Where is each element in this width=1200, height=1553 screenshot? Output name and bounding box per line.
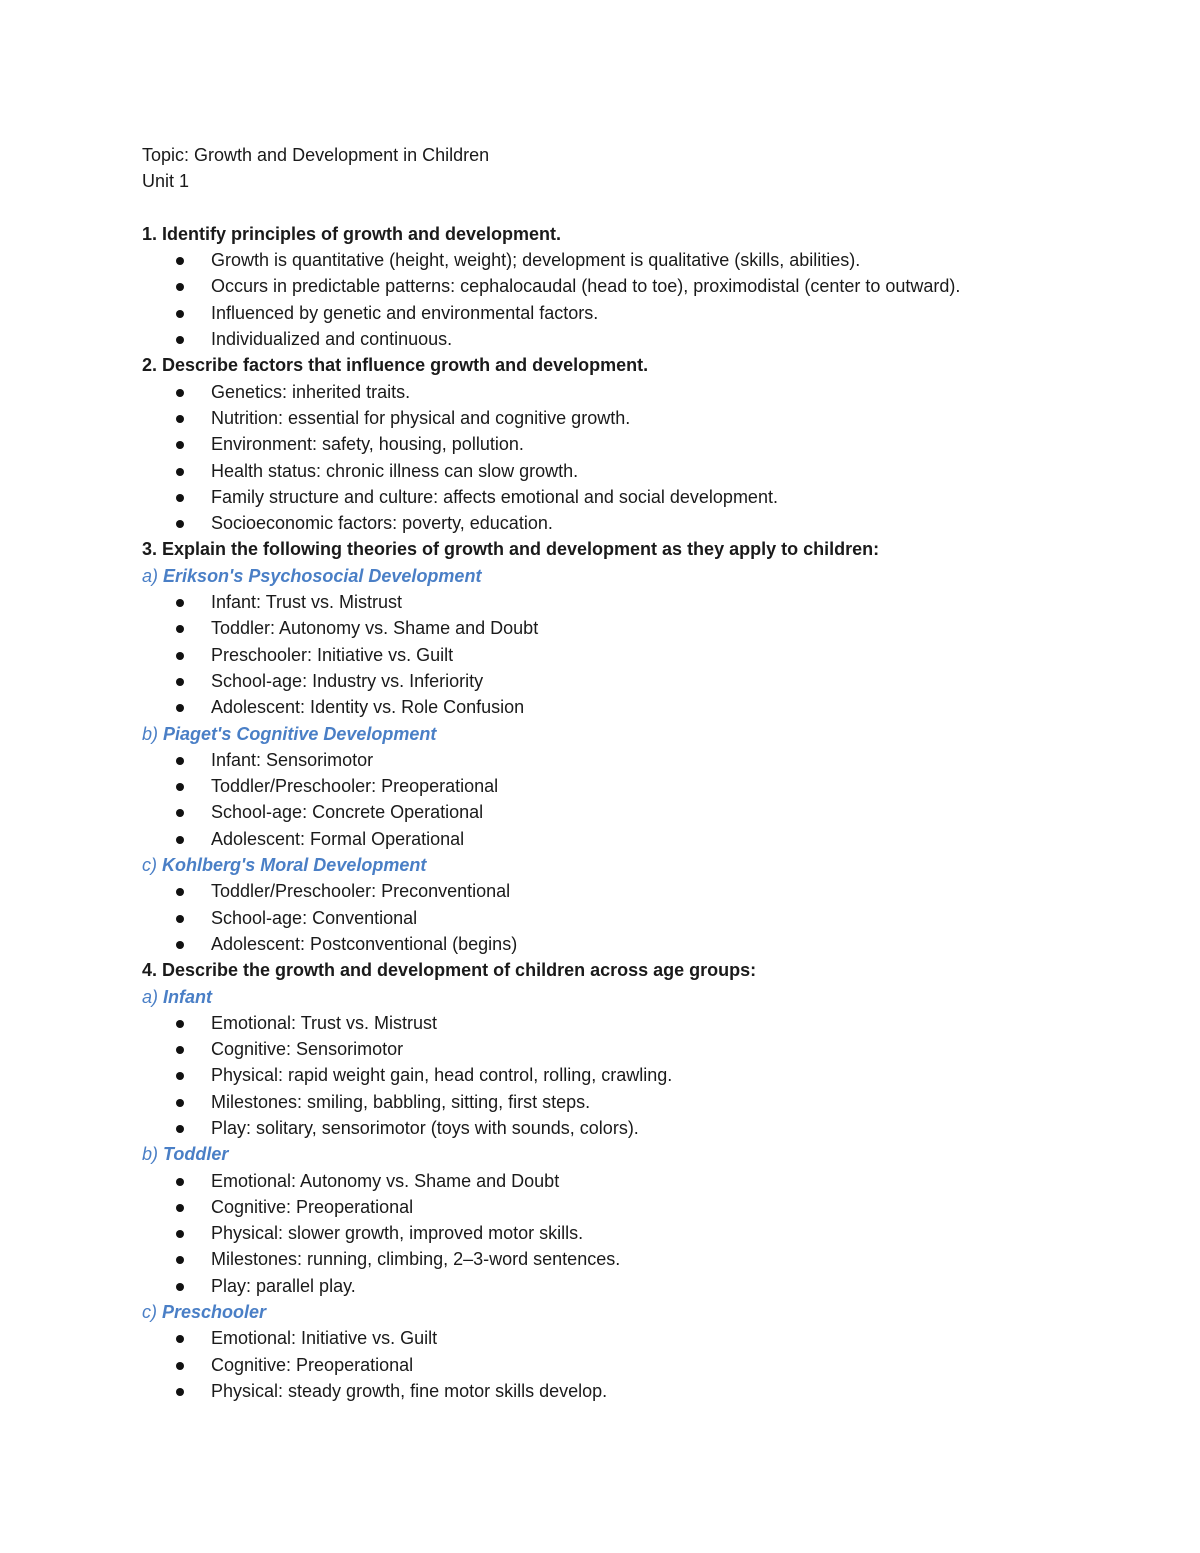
subsection-heading — [142, 1299, 1102, 1325]
subsection-heading — [142, 984, 1102, 1010]
bullet-item: Emotional: Initiative vs. Guilt — [142, 1325, 1102, 1351]
bullet-item: Cognitive: Preoperational — [142, 1352, 1102, 1378]
subsection-prefix: b) — [142, 723, 159, 744]
subsection-label: Erikson's Psychosocial Development — [163, 565, 482, 586]
bullet-item: Play: solitary, sensorimotor (toys with sounds, colors). — [142, 1115, 1102, 1141]
bullet-item: Socioeconomic factors: poverty, education. — [142, 510, 1102, 536]
subsection-prefix: a) — [142, 986, 159, 1007]
bullet-item: Infant: Sensorimotor — [142, 747, 1102, 773]
subsection-label: Toddler — [163, 1144, 229, 1165]
bullet-item: Adolescent: Postconventional (begins) — [142, 931, 1102, 957]
subsection-heading — [142, 852, 1102, 878]
document-page — [142, 142, 1102, 1404]
bullet-item: Milestones: smiling, babbling, sitting, first steps. — [142, 1089, 1102, 1115]
sections-container — [142, 221, 1102, 1404]
bullet-item: Adolescent: Identity vs. Role Confusion — [142, 694, 1102, 720]
bullet-item: Physical: rapid weight gain, head control, rolling, crawling. — [142, 1062, 1102, 1088]
bullet-item: Individualized and continuous. — [142, 326, 1102, 352]
subsection-prefix: a) — [142, 565, 159, 586]
bullet-list — [142, 589, 1102, 720]
subsection-prefix: c) — [142, 855, 157, 876]
bullet-list — [142, 878, 1102, 957]
bullet-item: School-age: Industry vs. Inferiority — [142, 668, 1102, 694]
bullet-item: Growth is quantitative (height, weight); development is qualitative (skills, abilities). — [142, 247, 1102, 273]
bullet-item: Toddler/Preschooler: Preoperational — [142, 773, 1102, 799]
bullet-item: Toddler/Preschooler: Preconventional — [142, 878, 1102, 904]
subsection-heading — [142, 1141, 1102, 1167]
subsection-label: Preschooler — [162, 1302, 267, 1323]
bullet-item: Adolescent: Formal Operational — [142, 826, 1102, 852]
bullet-item: Cognitive: Sensorimotor — [142, 1036, 1102, 1062]
bullet-item: Emotional: Autonomy vs. Shame and Doubt — [142, 1168, 1102, 1194]
section-heading: 1. Identify principles of growth and development. — [142, 223, 562, 244]
bullet-item: Influenced by genetic and environmental factors. — [142, 300, 1102, 326]
subsection-heading — [142, 721, 1102, 747]
bullet-list — [142, 247, 1102, 352]
subsection-heading — [142, 563, 1102, 589]
bullet-item: Genetics: inherited traits. — [142, 379, 1102, 405]
bullet-item: Health status: chronic illness can slow growth. — [142, 458, 1102, 484]
bullet-list — [142, 1010, 1102, 1141]
bullet-item: Infant: Trust vs. Mistrust — [142, 589, 1102, 615]
bullet-list — [142, 379, 1102, 537]
subsection-prefix: c) — [142, 1302, 157, 1323]
bullet-item: Occurs in predictable patterns: cephalocaudal (head to toe), proximodistal (center to outward). — [142, 273, 1102, 299]
blank-line — [142, 195, 1102, 221]
subsection-label: Kohlberg's Moral Development — [162, 855, 427, 876]
topic-line: Topic: Growth and Development in Children — [142, 145, 490, 165]
bullet-item: Preschooler: Initiative vs. Guilt — [142, 642, 1102, 668]
subsection-label: Infant — [163, 986, 213, 1007]
bullet-item: Environment: safety, housing, pollution. — [142, 431, 1102, 457]
bullet-list — [142, 747, 1102, 852]
bullet-item: School-age: Concrete Operational — [142, 799, 1102, 825]
section-heading: 3. Explain the following theories of growth and development as they apply to children: — [142, 539, 880, 560]
bullet-list — [142, 1168, 1102, 1299]
subsection-prefix: b) — [142, 1144, 159, 1165]
bullet-item: Nutrition: essential for physical and cognitive growth. — [142, 405, 1102, 431]
unit-line: Unit 1 — [142, 171, 190, 192]
bullet-item: Physical: steady growth, fine motor skills develop. — [142, 1378, 1102, 1404]
bullet-item: Toddler: Autonomy vs. Shame and Doubt — [142, 615, 1102, 641]
bullet-list — [142, 1325, 1102, 1404]
bullet-item: Milestones: running, climbing, 2–3-word sentences. — [142, 1246, 1102, 1272]
bullet-item: Physical: slower growth, improved motor skills. — [142, 1220, 1102, 1246]
section-heading: 2. Describe factors that influence growth and development. — [142, 355, 649, 376]
bullet-item: Cognitive: Preoperational — [142, 1194, 1102, 1220]
bullet-item: Play: parallel play. — [142, 1273, 1102, 1299]
bullet-item: School-age: Conventional — [142, 905, 1102, 931]
section-heading: 4. Describe the growth and development of children across age groups: — [142, 960, 757, 981]
subsection-label: Piaget's Cognitive Development — [163, 723, 437, 744]
bullet-item: Family structure and culture: affects emotional and social development. — [142, 484, 1102, 510]
bullet-item: Emotional: Trust vs. Mistrust — [142, 1010, 1102, 1036]
